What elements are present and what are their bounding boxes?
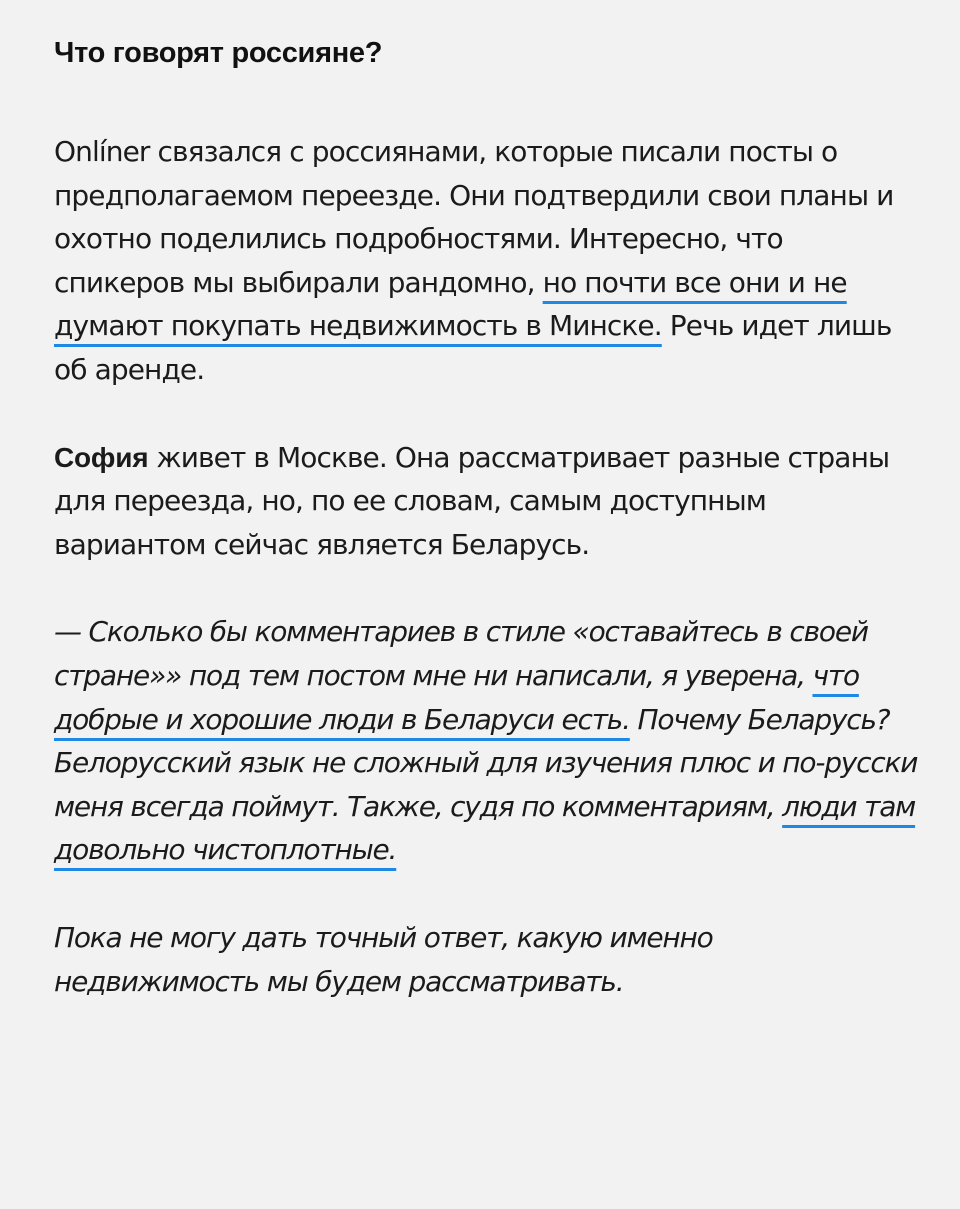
quote-text-1: — Сколько бы комментариев в стиле «оставайтесь в своей стране»» под тем постом мне ни написали, я уверена, [54,615,868,692]
article-heading: Что говорят россияне? [54,37,383,69]
quote-text-2: Почему Беларусь? Белорусский язык не сложный для изучения плюс и по-русски меня всегда поймут. Также, судя по комментариям, [54,702,918,823]
quote-paragraph [54,610,920,872]
highlighted-link[interactable]: люди там довольно чистоплотные. [54,789,916,867]
sofia-paragraph [54,436,920,567]
quote-paragraph-2: Пока не могу дать точный ответ, какую именно недвижимость мы будем рассматривать. [54,920,713,998]
intro-text-after: Речь идет лишь об аренде. [54,309,892,386]
intro-paragraph [54,130,920,392]
sofia-text: живет в Москве. Она рассматривает разные страны для переезда, но, по ее словам, самым доступным вариантом сейчас является Беларусь. [54,440,890,561]
intro-text-before: Onlíner связался с россиянами, которые писали посты о предполагаемом переезде. Они подтвердили свои планы и охотно поделились подробностями. Интересно, что спикеров мы выбирали рандомно, [54,135,894,299]
highlighted-link[interactable]: но почти все они и не думают покупать недвижимость в Минске. [54,265,847,343]
speaker-name: София [54,441,149,473]
highlighted-link[interactable]: что добрые и хорошие люди в Беларуси есть. [54,658,859,736]
